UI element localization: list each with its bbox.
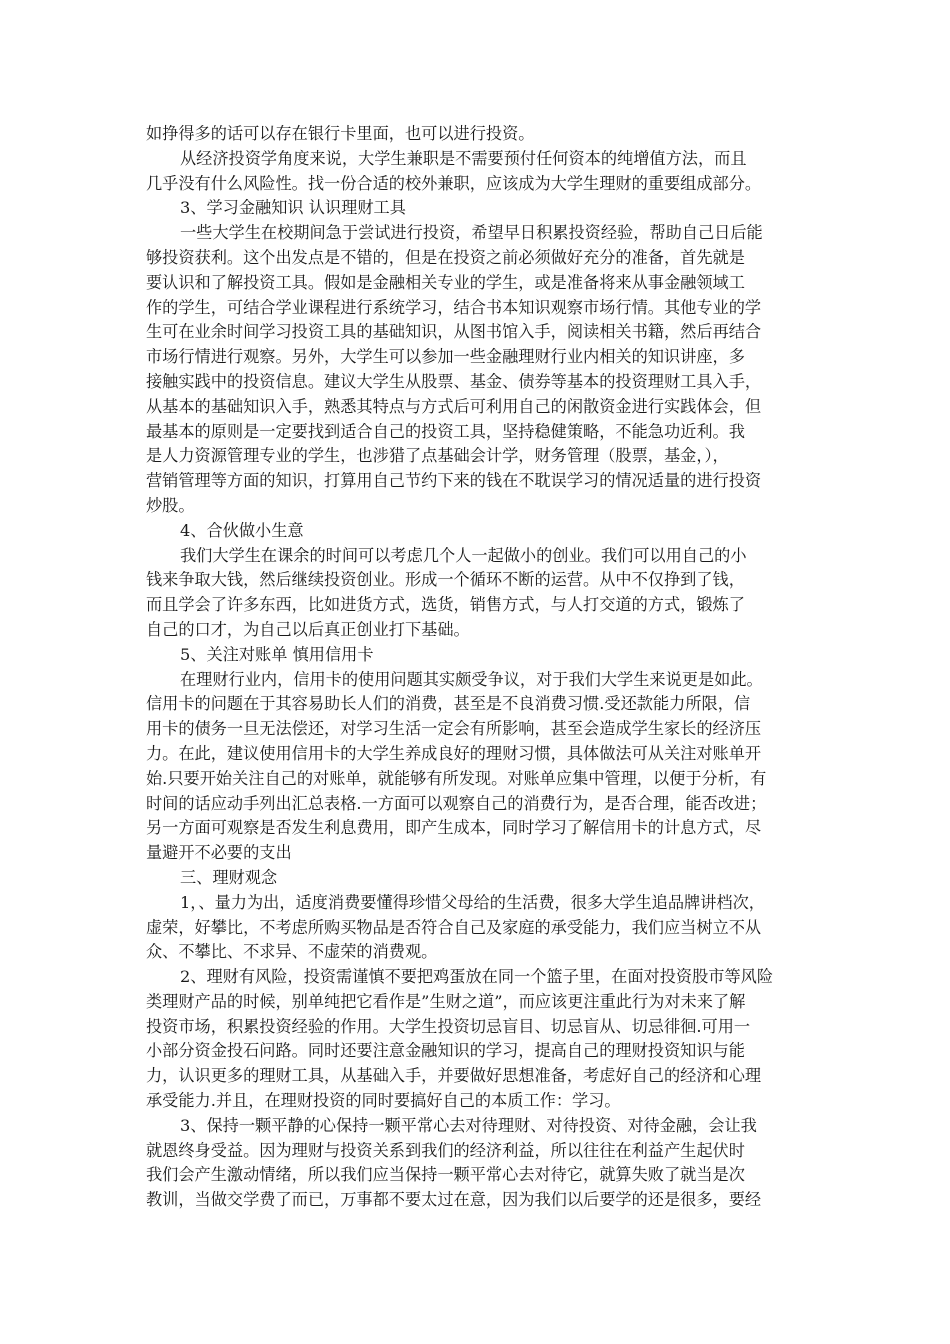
text-line: 5、关注对账单 慎用信用卡: [180, 644, 374, 664]
text-line: 2、理财有风险，投资需谨慎不要把鸡蛋放在同一个篮子里，在面对投资股市等风险: [180, 967, 774, 987]
text-line: 众、不攀比、不求异、不虚荣的消费观。: [146, 942, 438, 962]
text-line: 如挣得多的话可以存在银行卡里面，也可以进行投资。: [146, 124, 535, 143]
text-line: 我们会产生激动情绪，所以我们应当保持一颗平常心去对待它，就算失败了就当是次: [146, 1165, 745, 1185]
text-line: 炒股。: [146, 495, 195, 515]
text-line: 用卡的债务一旦无法偿还，对学习生活一定会有所影响，甚至会造成学生家长的经济压: [146, 719, 762, 739]
text-line: 力。在此，建议使用信用卡的大学生养成良好的理财习惯，具体做法可从关注对账单开: [146, 743, 762, 763]
text-line: 生可在业余时间学习投资工具的基础知识，从图书馆入手，阅读相关书籍，然后再结合: [146, 322, 762, 342]
text-line: 几乎没有什么风险性。找一份合适的校外兼职，应该成为大学生理财的重要组成部分。: [146, 173, 762, 193]
text-line: 够投资获利。这个出发点是不错的，但是在投资之前必须做好充分的准备，首先就是: [146, 247, 745, 267]
text-line: 力，认识更多的理财工具，从基础入手，并要做好思想准备，考虑好自己的经济和心理: [146, 1066, 762, 1086]
text-line: 是人力资源管理专业的学生，也涉猎了点基础会计学，财务管理（股票，基金，），: [146, 446, 729, 466]
text-line: 接触实践中的投资信息。建议大学生从股票、基金、债券等基本的投资理财工具入手，: [146, 371, 762, 391]
text-line: 4、合伙做小生意: [180, 520, 304, 540]
text-line: 量避开不必要的支出: [146, 843, 292, 863]
text-line: 市场行情进行观察。另外，大学生可以参加一些金融理财行业内相关的知识讲座，多: [146, 347, 745, 367]
document-body: [146, 122, 806, 1213]
text-line: 教训，当做交学费了而已，万事都不要太过在意，因为我们以后要学的还是很多，要经: [146, 1190, 762, 1210]
text-line: 就恩终身受益。因为理财与投资关系到我们的经济利益，所以往往在利益产生起伏时: [146, 1140, 745, 1160]
text-line: 虚荣，好攀比，不考虑所购买物品是否符合自己及家庭的承受能力，我们应当树立不从: [146, 917, 762, 937]
text-line: 作的学生，可结合学业课程进行系统学习，结合书本知识观察市场行情。其他专业的学: [146, 297, 762, 317]
text-line: 小部分资金投石问路。同时还要注意金融知识的学习，提高自己的理财投资知识与能: [146, 1041, 745, 1061]
text-line: 要认识和了解投资工具。假如是金融相关专业的学生，或是准备将来从事金融领域工: [146, 272, 745, 292]
text-line: 在理财行业内，信用卡的使用问题其实颇受争议，对于我们大学生来说更是如此。: [180, 669, 763, 689]
text-line: 钱来争取大钱，然后继续投资创业。形成一个循环不断的运营。从中不仅挣到了钱，: [146, 570, 745, 590]
text-line: 始.只要开始关注自己的对账单，就能够有所发现。对账单应集中管理，以便于分析，有: [146, 768, 767, 788]
text-line: 而且学会了许多东西，比如进货方式，选货，销售方式，与人打交道的方式，锻炼了: [146, 595, 745, 615]
text-line: 从基本的基础知识入手，熟悉其特点与方式后可利用自己的闲散资金进行实践体会，但: [146, 396, 762, 416]
text-line: 自己的口才，为自己以后真正创业打下基础。: [146, 619, 470, 639]
text-line: 3、学习金融知识 认识理财工具: [180, 198, 406, 218]
text-line: 3、保持一颗平静的心保持一颗平常心去对待理财、对待投资、对待金融，会让我: [180, 1115, 757, 1135]
text-line: 从经济投资学角度来说，大学生兼职是不需要预付任何资本的纯增值方法，而且: [180, 148, 747, 168]
text-line: 营销管理等方面的知识，打算用自己节约下来的钱在不耽误学习的情况适量的进行投资: [146, 471, 762, 491]
text-line: 投资市场，积累投资经验的作用。大学生投资切忌盲目、切忌盲从、切忌徘徊.可用一: [146, 1016, 751, 1036]
text-line: 时间的话应动手列出汇总表格.一方面可以观察自己的消费行为，是否合理，能否改进；: [146, 793, 767, 813]
text-line: 我们大学生在课余的时间可以考虑几个人一起做小的创业。我们可以用自己的小: [180, 545, 747, 565]
text-line: 一些大学生在校期间急于尝试进行投资，希望早日积累投资经验，帮助自己日后能: [180, 223, 763, 243]
text-line: 最基本的原则是一定要找到适合自己的投资工具，坚持稳健策略，不能急功近利。我: [146, 421, 745, 441]
text-line: 承受能力.并且，在理财投资的同时要搞好自己的本质工作：学习。: [146, 1091, 621, 1111]
text-line: 信用卡的问题在于其容易助长人们的消费，甚至是不良消费习惯.受还款能力所限，信: [146, 694, 751, 714]
text-line: 1，、量力为出，适度消费要懂得珍惜父母给的生活费，很多大学生追品牌讲档次，: [180, 892, 765, 912]
text-line: 另一方面可观察是否发生利息费用，即产生成本，同时学习了解信用卡的计息方式，尽: [146, 818, 762, 838]
text-line: 类理财产品的时候，别单纯把它看作是”生财之道”，而应该更注重此行为对未来了解: [146, 991, 746, 1011]
text-line: 三、理财观念: [180, 867, 278, 887]
